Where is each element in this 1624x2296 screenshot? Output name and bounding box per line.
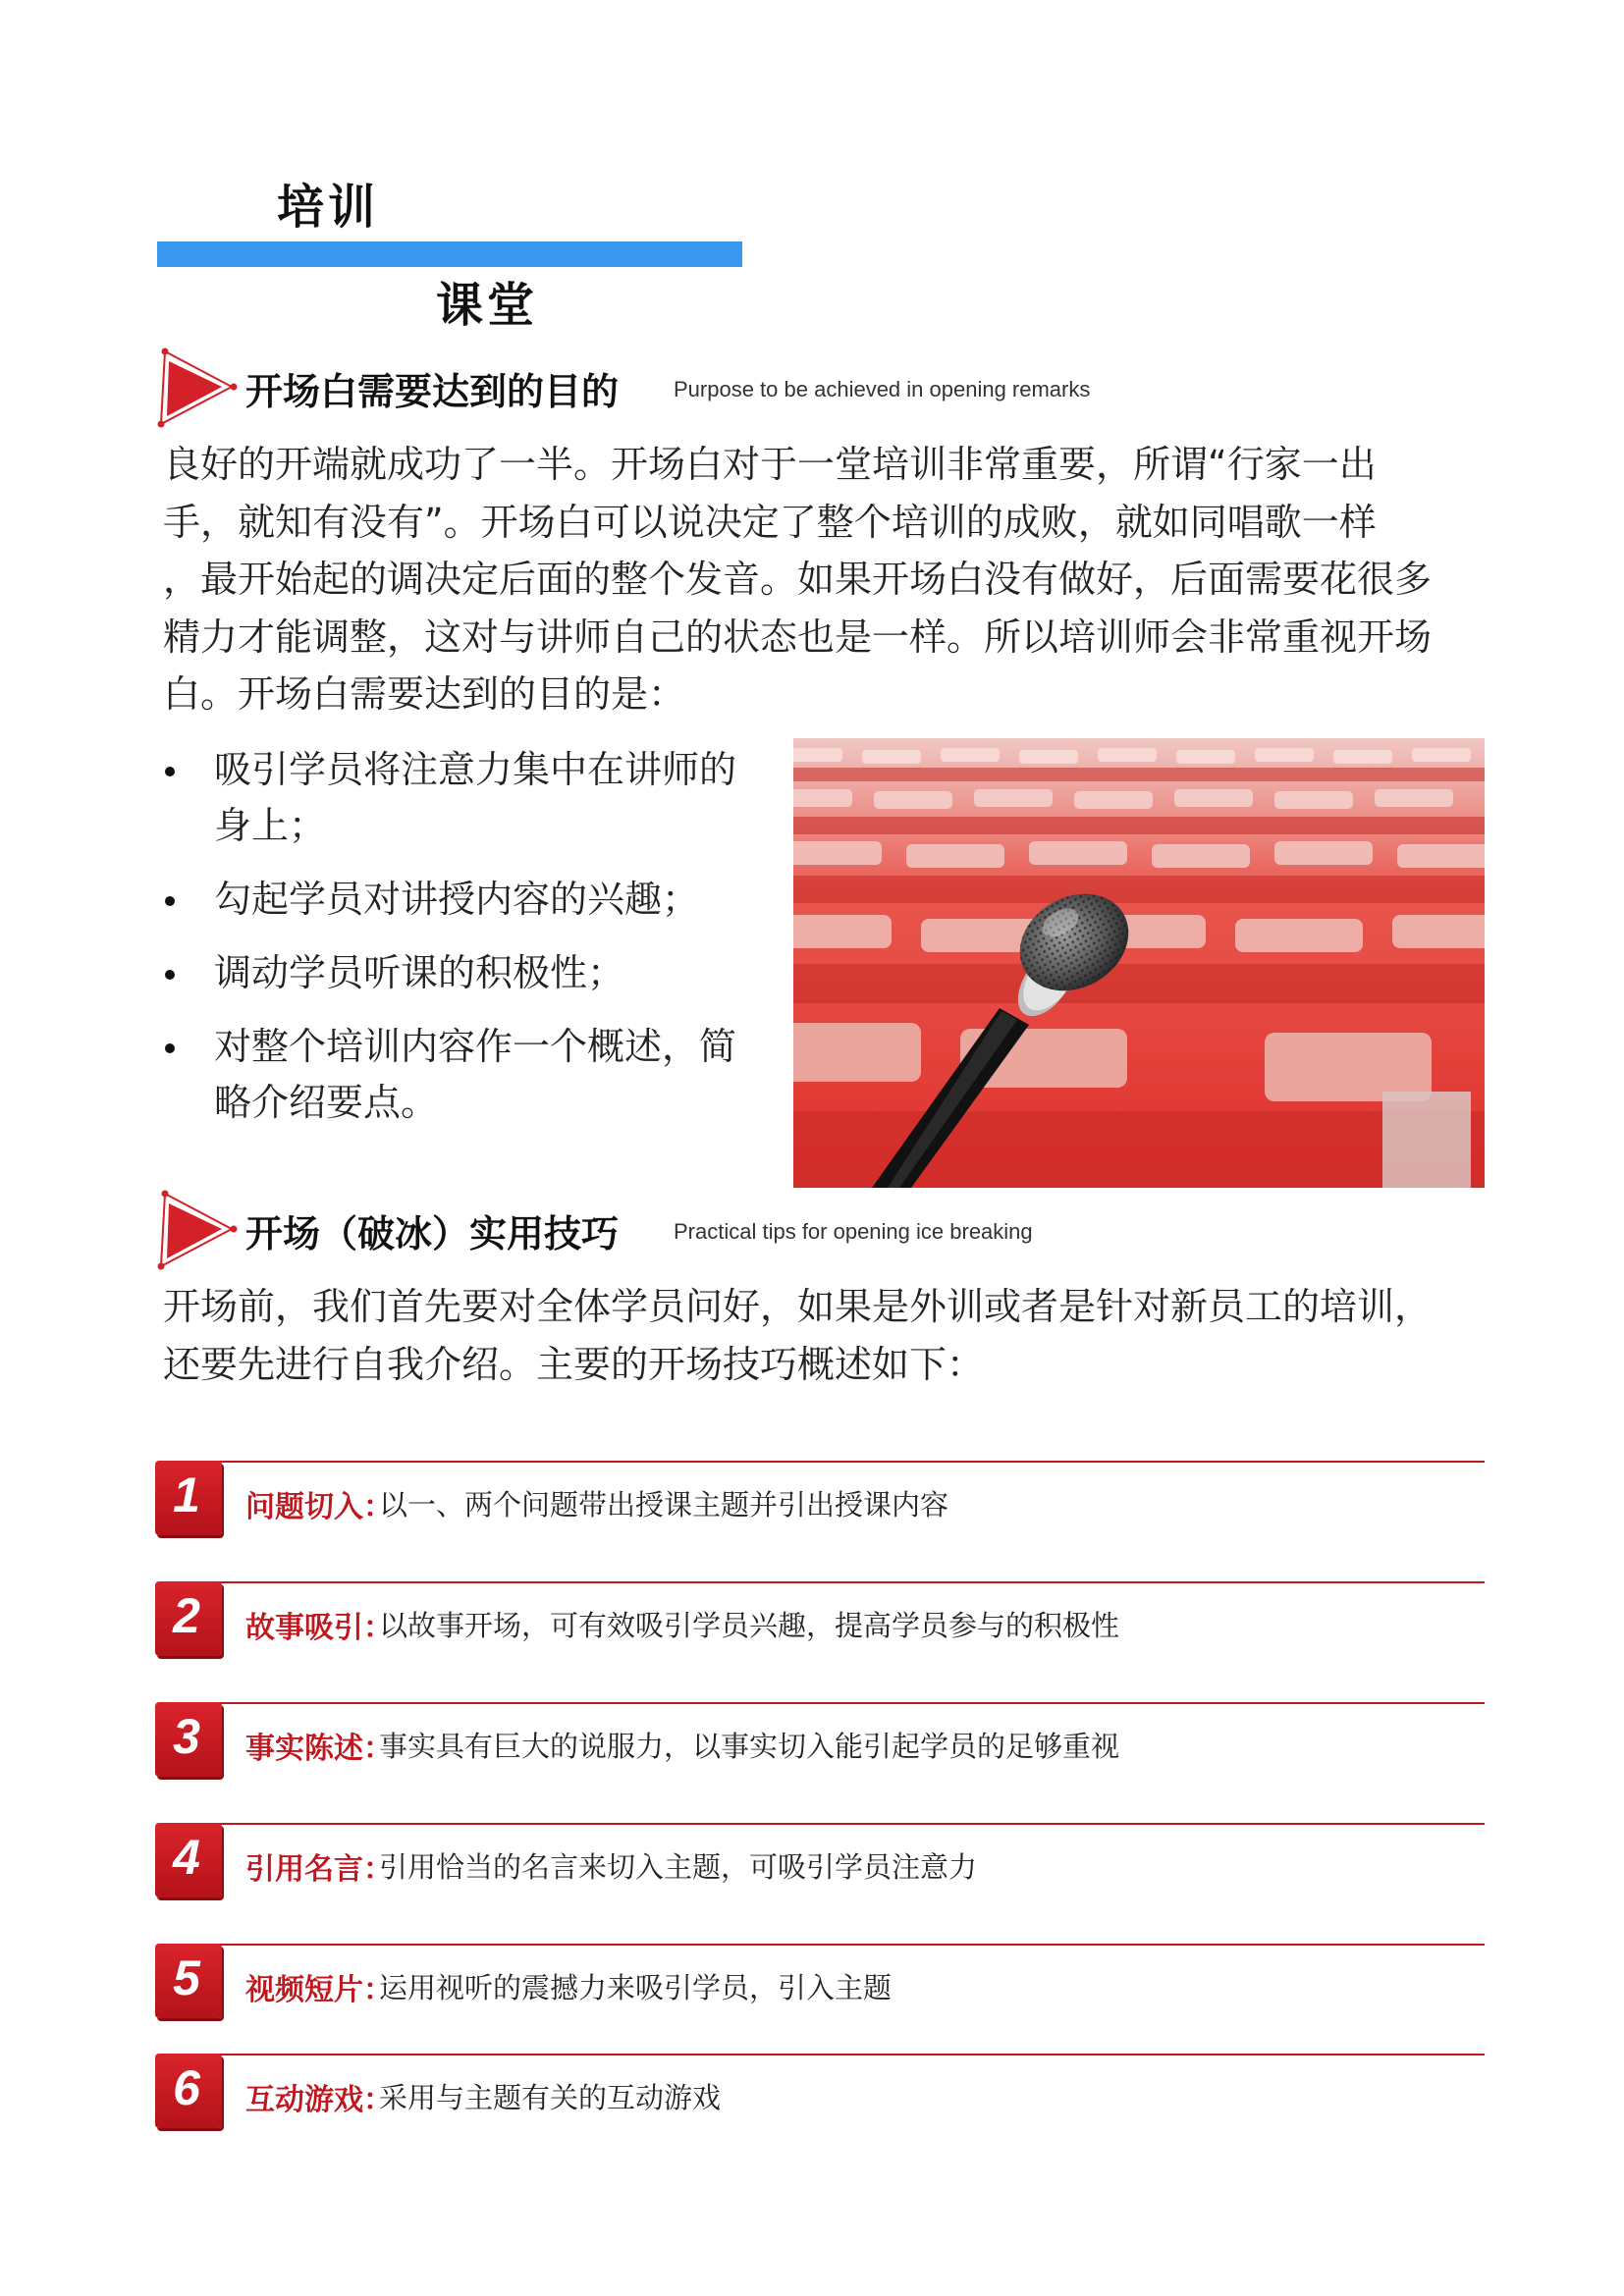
section-title: 开场（破冰）实用技巧: [245, 1212, 620, 1255]
paragraph-line: 良好的开端就成功了一半。开场白对于一堂培训非常重要，所谓“行家一出: [163, 443, 1377, 486]
tip-description: 运用视听的震撼力来吸引学员，引入主题: [379, 1971, 893, 2004]
paragraph-line: 开场前，我们首先要对全体学员问好，如果是外训或者是针对新员工的培训，: [163, 1285, 1433, 1328]
header-accent-bar: [157, 241, 742, 267]
tip-description: 采用与主题有关的互动游戏: [379, 2081, 722, 2114]
paragraph-line: 白。开场白需要达到的目的是：: [163, 672, 686, 716]
section-heading-icebreaking: [155, 1188, 1235, 1270]
section-subtitle: Practical tips for opening ice breaking: [674, 1219, 1033, 1244]
bullet-item: 调动学员听课的积极性；: [157, 945, 766, 1001]
section-heading-purpose: [155, 346, 1235, 428]
tip-label: 互动游戏：: [245, 2083, 393, 2117]
section-title: 开场白需要达到的目的: [245, 370, 620, 413]
tip-row: [155, 1461, 1485, 1543]
bullet-item: 对整个培训内容作一个概述，简 略介绍要点。: [157, 1019, 766, 1131]
tip-row: [155, 1944, 1485, 2026]
tip-divider: [185, 2054, 1485, 2056]
tip-number: 3: [173, 1709, 200, 1764]
header-title-line1: 培训: [277, 180, 380, 235]
tip-number: 2: [173, 1588, 200, 1643]
tip-description: 事实具有巨大的说服力，以事实切入能引起学员的足够重视: [379, 1730, 1120, 1763]
red-play-triangle-icon: [155, 346, 244, 428]
tip-row: [155, 1702, 1485, 1785]
tip-divider: [185, 1823, 1485, 1825]
microphone-auditorium-photo: [793, 738, 1485, 1188]
bullet-dot-icon: [165, 896, 175, 906]
tip-label: 问题切入：: [245, 1490, 393, 1524]
tip-row: [155, 1823, 1485, 1905]
intro-paragraph: [163, 436, 1479, 723]
paragraph-line: 精力才能调整，这对与讲师自己的状态也是一样。所以培训师会非常重视开场: [163, 614, 1433, 659]
tip-label: 引用名言：: [245, 1852, 393, 1887]
paragraph-line: ，最开始起的调决定后面的整个发音。如果开场白没有做好，后面需要花很多: [163, 558, 1433, 601]
tip-row: [155, 2054, 1485, 2136]
tip-number: 6: [173, 2060, 200, 2115]
bullet-dot-icon: [165, 970, 175, 980]
tip-divider: [185, 1944, 1485, 1946]
tip-number: 5: [173, 1950, 200, 2005]
header-title-line2: 课堂: [436, 278, 539, 333]
red-play-triangle-icon: [155, 1188, 244, 1270]
section-subtitle: Purpose to be achieved in opening remarks: [674, 377, 1091, 401]
bullet-dot-icon: [165, 1043, 175, 1053]
tip-label: 事实陈述：: [245, 1732, 393, 1766]
tip-description: 引用恰当的名言来切入主题，可吸引学员注意力: [379, 1850, 978, 1884]
tip-row: [155, 1581, 1485, 1664]
tip-number: 1: [173, 1468, 200, 1522]
tip-divider: [185, 1702, 1485, 1704]
tip-description: 以一、两个问题带出授课主题并引出授课内容: [379, 1488, 949, 1522]
tip-description: 以故事开场，可有效吸引学员兴趣，提高学员参与的积极性: [379, 1609, 1120, 1642]
bullet-item: 勾起学员对讲授内容的兴趣；: [157, 872, 766, 928]
tip-label: 视频短片：: [245, 1973, 393, 2007]
bullet-dot-icon: [165, 767, 175, 776]
purpose-bullet-list: [157, 742, 766, 1148]
paragraph-line: 还要先进行自我介绍。主要的开场技巧概述如下：: [163, 1342, 985, 1386]
tip-divider: [185, 1581, 1485, 1583]
bullet-item: 吸引学员将注意力集中在讲师的 身上；: [157, 742, 766, 854]
tip-label: 故事吸引：: [245, 1611, 393, 1645]
tip-divider: [185, 1461, 1485, 1463]
icebreaking-paragraph: [163, 1278, 1479, 1393]
paragraph-line: 手，就知有没有”。开场白可以说决定了整个培训的成败，就如同唱歌一样: [163, 500, 1377, 544]
tip-number: 4: [173, 1830, 200, 1885]
